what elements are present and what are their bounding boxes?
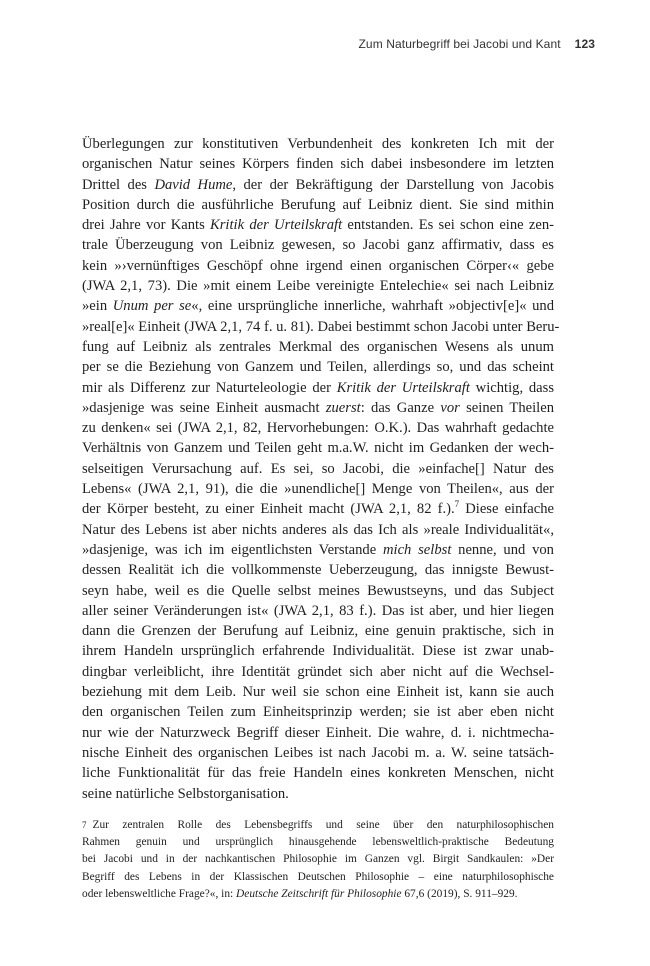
text-line: trale Überzeugung von Leibniz gewesen, so Jacobi ganz affirmativ, dass es [82,237,554,254]
italic-text: Kritik der Urteilskraft [210,217,343,234]
text-line: den organischen Teilen zum Einheitsprinzip werden; sie ist aber eben nicht [82,704,554,721]
text-line: (JWA 2,1, 73). Die »mit einem Leibe vereinigte Entelechie« sei nach Leibniz [82,278,554,295]
text-line: per se die Beziehung von Ganzem und Teilen, allerdings so, und das scheint [82,359,554,376]
text-line: nur wie der Naturzweck Begriff dieser Einheit. Die wahre, d. i. nichtmecha- [82,724,554,741]
italic-text: Unum per se [112,298,192,315]
text-line: liche Funktionalität für das freie Handeln eines konkreten Menschen, nicht [82,765,554,782]
text-line: dingbar verleiblicht, ihre Identität gründet sich aber nicht auf die Wechsel- [82,663,554,680]
footnote-line: 7 Zur zentralen Rolle des Lebensbegriffs und seine über den naturphilosophischen [82,819,554,831]
text-line: ihrem Handeln ursprünglich erfahrende Individualität. Diese ist zwar unab- [82,643,554,660]
italic-text: Deutsche Zeitschrift für Philosophie [236,887,402,900]
text-line: kein »›vernünftiges Geschöpf ohne irgend einen organischen Cörper‹« gebe [82,257,554,274]
text-line: beziehung mit dem Leib. Nur weil sie schon eine Einheit ist, kann sie auch [82,684,554,701]
footnote-number: 7 [82,820,87,830]
text-line: nische Einheit des organischen Leibes ist nach Jacobi m. a. W. seine tatsäch- [82,744,554,761]
text-line: selseitigen Verursachung auf. Es sei, so Jacobi, die »einfache[] Natur des [82,460,554,477]
text-line: »real[e]« Einheit (JWA 2,1, 74 f. u. 81). Dabei bestimmt schon Jacobi unter Beru- [82,318,560,335]
footnote-ref: 7 [454,499,460,510]
italic-text: mich selbst [382,541,452,558]
text-line: »ein Unum per se«, eine ursprüngliche innerliche, wahrhaft »objectiv[e]« und [82,298,554,315]
text-line: der Körper besteht, zu einer Einheit macht (JWA 2,1, 82 f.).$^7$ Diese einfache [82,499,554,518]
text-line: »dasjenige, was ich im eigentlichsten Verstande mich selbst nenne, und von [82,541,554,558]
text-line: fung auf Leibniz als zentrales Merkmal des organischen Wesens als unum [82,338,554,355]
text-line: aller seiner Veränderungen ist« (JWA 2,1, 83 f.). Das ist aber, und hier liegen [82,602,554,619]
text-line: zu denken« sei (JWA 2,1, 82, Hervorhebungen: O.K.). Das wahrhaft gedachte [82,420,554,437]
footnote-line: bei Jacobi und in der nachkantischen Philosophie im Ganzen vgl. Birgit Sandkaulen: »Der [82,853,554,866]
footnote-line: oder lebensweltliche Frage?«, in: Deutsche Zeitschrift für Philosophie 67,6 (2019), S. 911–929. [82,887,518,900]
text-line: dessen Realität ich die vollkommenste Ueberzeugung, das innigste Bewust- [82,562,554,579]
text-line: organischen Natur seines Körpers finden sich dabei insbesondere im letzten [82,156,554,173]
body-paragraph [82,134,560,804]
text-line: Drittel des David Hume, der der Bekräftigung der Darstellung von Jacobis [82,176,554,193]
footnote-line: Begriff des Lebens in der Klassischen Deutschen Philosophie – eine naturphilosophische [82,870,554,883]
text-line: mir als Differenz zur Naturteleologie der Kritik der Urteilskraft wichtig, dass [82,379,554,396]
text-line: Lebens« (JWA 2,1, 91), die die »unendliche[] Menge von Theilen«, aus der [82,481,554,498]
italic-text: Kritik der Urteilskraft [336,379,470,396]
text-line: Natur des Lebens ist aber nichts anderes als das Ich als »reale Individualität«, [82,521,554,538]
text-line: seine natürliche Selbstorganisation. [82,785,289,802]
text-line: »dasjenige was seine Einheit ausmacht zuerst: das Ganze vor seinen Theilen [82,399,554,416]
footnote [82,817,554,903]
text-line: seyn habe, weil es die Quelle selbst meines Bewustseyns, und das Subject [82,582,554,599]
text-line: dann die Grenzen der Berufung auf Leibniz, eine genuin praktische, sich in [82,623,554,640]
footnote-line: Rahmen genuin und ursprünglich hinausgehende lebensweltlich-praktische Bedeutung [82,836,554,849]
running-title: Zum Naturbegriff bei Jacobi und Kant [358,37,561,51]
text-line: Verhältnis von Ganzem und Teilen geht m.a.W. nicht im Gedanken der wech- [82,440,554,457]
page-number: 123 [574,37,595,51]
running-head [82,37,595,51]
text-line: Position durch die ausführliche Berufung auf Leibniz dient. Sie sind mithin [82,196,554,213]
italic-text: David Hume [154,176,233,193]
italic-text: zuerst [325,399,361,416]
text-line: Überlegungen zur konstitutiven Verbundenheit des konkreten Ich mit der [82,136,554,152]
text-line: drei Jahre vor Kants Kritik der Urteilskraft entstanden. Es sei schon eine zen- [82,217,554,234]
italic-text: vor [440,399,460,416]
